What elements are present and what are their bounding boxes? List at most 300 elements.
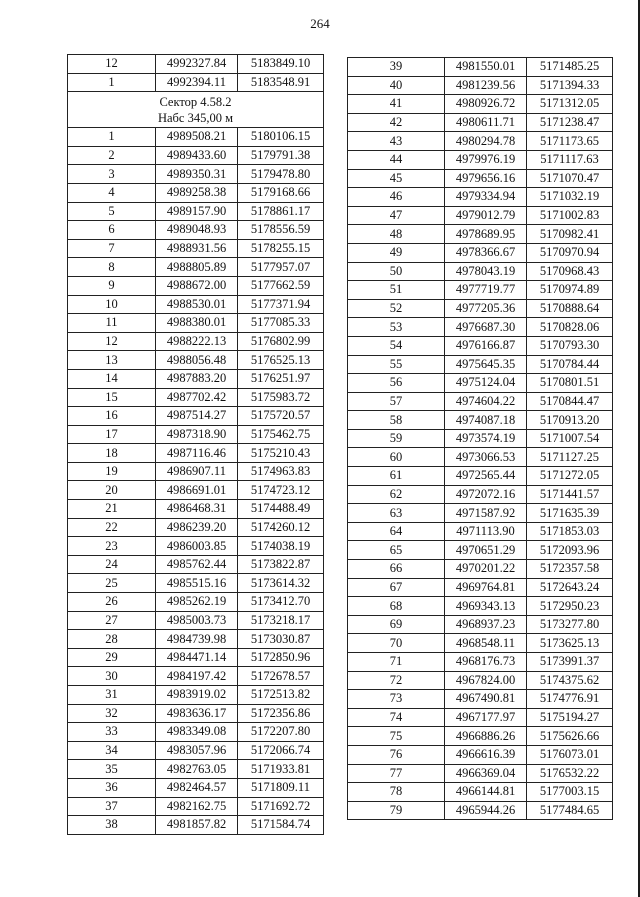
point-number-cell: 29 — [68, 648, 156, 667]
point-number-cell: 43 — [348, 132, 445, 151]
table-row — [348, 448, 613, 467]
table-body-left — [68, 55, 324, 835]
y-coordinate-cell: 5171853.03 — [527, 522, 613, 541]
point-number-cell: 64 — [348, 522, 445, 541]
point-number-cell: 49 — [348, 243, 445, 262]
x-coordinate-cell: 4989258.38 — [156, 183, 238, 202]
point-number-cell: 1 — [68, 73, 156, 92]
table-row — [348, 132, 613, 151]
table-row — [348, 615, 613, 634]
table-row — [348, 262, 613, 281]
x-coordinate-cell: 4988931.56 — [156, 239, 238, 258]
point-number-cell: 46 — [348, 188, 445, 207]
x-coordinate-cell: 4969343.13 — [445, 597, 527, 616]
x-coordinate-cell: 4975124.04 — [445, 374, 527, 393]
y-coordinate-cell: 5173614.32 — [238, 574, 324, 593]
x-coordinate-cell: 4967490.81 — [445, 690, 527, 709]
x-coordinate-cell: 4979012.79 — [445, 206, 527, 225]
y-coordinate-cell: 5171441.57 — [527, 485, 613, 504]
table-row — [348, 578, 613, 597]
point-number-cell: 33 — [68, 723, 156, 742]
y-coordinate-cell: 5183548.91 — [238, 73, 324, 92]
y-coordinate-cell: 5172093.96 — [527, 541, 613, 560]
table-row — [68, 73, 324, 92]
table-row — [68, 444, 324, 463]
point-number-cell: 52 — [348, 299, 445, 318]
point-number-cell: 75 — [348, 727, 445, 746]
y-coordinate-cell: 5173218.17 — [238, 611, 324, 630]
y-coordinate-cell: 5171584.74 — [238, 816, 324, 835]
point-number-cell: 6 — [68, 221, 156, 240]
table-row — [348, 95, 613, 114]
point-number-cell: 73 — [348, 690, 445, 709]
y-coordinate-cell: 5170888.64 — [527, 299, 613, 318]
x-coordinate-cell: 4984197.42 — [156, 667, 238, 686]
table-row — [68, 481, 324, 500]
point-number-cell: 18 — [68, 444, 156, 463]
y-coordinate-cell: 5171238.47 — [527, 113, 613, 132]
x-coordinate-cell: 4979334.94 — [445, 188, 527, 207]
point-number-cell: 62 — [348, 485, 445, 504]
x-coordinate-cell: 4984739.98 — [156, 630, 238, 649]
x-coordinate-cell: 4966369.04 — [445, 764, 527, 783]
y-coordinate-cell: 5171635.39 — [527, 504, 613, 523]
table-row — [348, 374, 613, 393]
x-coordinate-cell: 4983349.08 — [156, 723, 238, 742]
x-coordinate-cell: 4982763.05 — [156, 760, 238, 779]
x-coordinate-cell: 4985515.16 — [156, 574, 238, 593]
point-number-cell: 48 — [348, 225, 445, 244]
table-row — [68, 500, 324, 519]
x-coordinate-cell: 4978043.19 — [445, 262, 527, 281]
point-number-cell: 8 — [68, 258, 156, 277]
y-coordinate-cell: 5171809.11 — [238, 778, 324, 797]
x-coordinate-cell: 4989350.31 — [156, 165, 238, 184]
point-number-cell: 71 — [348, 653, 445, 672]
table-row — [68, 537, 324, 556]
y-coordinate-cell: 5171933.81 — [238, 760, 324, 779]
table-row — [348, 188, 613, 207]
table-row — [348, 801, 613, 820]
table-row — [348, 392, 613, 411]
point-number-cell: 63 — [348, 504, 445, 523]
table-row — [348, 541, 613, 560]
table-row — [68, 332, 324, 351]
y-coordinate-cell: 5170793.30 — [527, 336, 613, 355]
point-number-cell: 72 — [348, 671, 445, 690]
table-row — [348, 58, 613, 77]
y-coordinate-cell: 5175626.66 — [527, 727, 613, 746]
point-number-cell: 76 — [348, 745, 445, 764]
table-row — [348, 708, 613, 727]
x-coordinate-cell: 4970651.29 — [445, 541, 527, 560]
y-coordinate-cell: 5171485.25 — [527, 58, 613, 77]
x-coordinate-cell: 4973066.53 — [445, 448, 527, 467]
point-number-cell: 23 — [68, 537, 156, 556]
y-coordinate-cell: 5178556.59 — [238, 221, 324, 240]
point-number-cell: 41 — [348, 95, 445, 114]
y-coordinate-cell: 5178255.15 — [238, 239, 324, 258]
x-coordinate-cell: 4968176.73 — [445, 653, 527, 672]
y-coordinate-cell: 5174776.91 — [527, 690, 613, 709]
x-coordinate-cell: 4972565.44 — [445, 467, 527, 486]
point-number-cell: 31 — [68, 686, 156, 705]
y-coordinate-cell: 5172643.24 — [527, 578, 613, 597]
table-row — [348, 634, 613, 653]
x-coordinate-cell: 4969764.81 — [445, 578, 527, 597]
y-coordinate-cell: 5172357.58 — [527, 560, 613, 579]
y-coordinate-cell: 5177662.59 — [238, 276, 324, 295]
x-coordinate-cell: 4967177.97 — [445, 708, 527, 727]
point-number-cell: 44 — [348, 150, 445, 169]
table-row — [68, 648, 324, 667]
point-number-cell: 3 — [68, 165, 156, 184]
x-coordinate-cell: 4987318.90 — [156, 425, 238, 444]
y-coordinate-cell: 5170982.41 — [527, 225, 613, 244]
table-row — [68, 518, 324, 537]
table-row — [68, 407, 324, 426]
point-number-cell: 10 — [68, 295, 156, 314]
table-row — [68, 202, 324, 221]
table-row — [348, 429, 613, 448]
y-coordinate-cell: 5173991.37 — [527, 653, 613, 672]
y-coordinate-cell: 5177003.15 — [527, 783, 613, 802]
point-number-cell: 1 — [68, 128, 156, 147]
y-coordinate-cell: 5175462.75 — [238, 425, 324, 444]
y-coordinate-cell: 5171032.19 — [527, 188, 613, 207]
point-number-cell: 12 — [68, 332, 156, 351]
point-number-cell: 26 — [68, 593, 156, 612]
point-number-cell: 37 — [68, 797, 156, 816]
point-number-cell: 51 — [348, 281, 445, 300]
table-row — [68, 165, 324, 184]
x-coordinate-cell: 4989508.21 — [156, 128, 238, 147]
y-coordinate-cell: 5175210.43 — [238, 444, 324, 463]
y-coordinate-cell: 5174723.12 — [238, 481, 324, 500]
coordinates-table-left — [67, 54, 324, 835]
x-coordinate-cell: 4974604.22 — [445, 392, 527, 411]
point-number-cell: 47 — [348, 206, 445, 225]
table-row — [68, 369, 324, 388]
table-row — [68, 276, 324, 295]
y-coordinate-cell: 5171117.63 — [527, 150, 613, 169]
point-number-cell: 45 — [348, 169, 445, 188]
point-number-cell: 78 — [348, 783, 445, 802]
y-coordinate-cell: 5170970.94 — [527, 243, 613, 262]
table-row — [68, 704, 324, 723]
point-number-cell: 59 — [348, 429, 445, 448]
section-header-row — [68, 92, 324, 128]
table-row — [68, 574, 324, 593]
x-coordinate-cell: 4965944.26 — [445, 801, 527, 820]
y-coordinate-cell: 5177371.94 — [238, 295, 324, 314]
table-row — [68, 723, 324, 742]
x-coordinate-cell: 4976687.30 — [445, 318, 527, 337]
y-coordinate-cell: 5179791.38 — [238, 146, 324, 165]
point-number-cell: 16 — [68, 407, 156, 426]
x-coordinate-cell: 4972072.16 — [445, 485, 527, 504]
x-coordinate-cell: 4989048.93 — [156, 221, 238, 240]
table-row — [68, 425, 324, 444]
y-coordinate-cell: 5176802.99 — [238, 332, 324, 351]
y-coordinate-cell: 5175983.72 — [238, 388, 324, 407]
x-coordinate-cell: 4986239.20 — [156, 518, 238, 537]
x-coordinate-cell: 4970201.22 — [445, 560, 527, 579]
table-row — [348, 764, 613, 783]
page-number: 264 — [310, 16, 330, 31]
point-number-cell: 58 — [348, 411, 445, 430]
x-coordinate-cell: 4982464.57 — [156, 778, 238, 797]
y-coordinate-cell: 5174488.49 — [238, 500, 324, 519]
point-number-cell: 65 — [348, 541, 445, 560]
table-row — [348, 597, 613, 616]
x-coordinate-cell: 4985003.73 — [156, 611, 238, 630]
y-coordinate-cell: 5177484.65 — [527, 801, 613, 820]
y-coordinate-cell: 5170844.47 — [527, 392, 613, 411]
point-number-cell: 17 — [68, 425, 156, 444]
y-coordinate-cell: 5180106.15 — [238, 128, 324, 147]
point-number-cell: 38 — [68, 816, 156, 835]
y-coordinate-cell: 5172850.96 — [238, 648, 324, 667]
y-coordinate-cell: 5170801.51 — [527, 374, 613, 393]
x-coordinate-cell: 4978689.95 — [445, 225, 527, 244]
table-row — [68, 351, 324, 370]
table-row — [348, 504, 613, 523]
x-coordinate-cell: 4968937.23 — [445, 615, 527, 634]
point-number-cell: 4 — [68, 183, 156, 202]
y-coordinate-cell: 5176073.01 — [527, 745, 613, 764]
x-coordinate-cell: 4987514.27 — [156, 407, 238, 426]
point-number-cell: 66 — [348, 560, 445, 579]
point-number-cell: 67 — [348, 578, 445, 597]
table-row — [68, 462, 324, 481]
x-coordinate-cell: 4981857.82 — [156, 816, 238, 835]
x-coordinate-cell: 4980611.71 — [445, 113, 527, 132]
point-number-cell: 54 — [348, 336, 445, 355]
point-number-cell: 50 — [348, 262, 445, 281]
table-row — [348, 745, 613, 764]
x-coordinate-cell: 4967824.00 — [445, 671, 527, 690]
table-row — [348, 653, 613, 672]
table-row — [348, 727, 613, 746]
y-coordinate-cell: 5174038.19 — [238, 537, 324, 556]
y-coordinate-cell: 5172207.80 — [238, 723, 324, 742]
y-coordinate-cell: 5172066.74 — [238, 741, 324, 760]
point-number-cell: 5 — [68, 202, 156, 221]
table-row — [68, 611, 324, 630]
x-coordinate-cell: 4980294.78 — [445, 132, 527, 151]
point-number-cell: 34 — [68, 741, 156, 760]
x-coordinate-cell: 4980926.72 — [445, 95, 527, 114]
y-coordinate-cell: 5173030.87 — [238, 630, 324, 649]
table-row — [68, 258, 324, 277]
x-coordinate-cell: 4973574.19 — [445, 429, 527, 448]
point-number-cell: 57 — [348, 392, 445, 411]
table-row — [68, 221, 324, 240]
point-number-cell: 74 — [348, 708, 445, 727]
y-coordinate-cell: 5172950.23 — [527, 597, 613, 616]
y-coordinate-cell: 5170974.89 — [527, 281, 613, 300]
point-number-cell: 11 — [68, 314, 156, 333]
table-row — [348, 355, 613, 374]
table-row — [348, 411, 613, 430]
table-row — [348, 522, 613, 541]
table-row — [68, 797, 324, 816]
y-coordinate-cell: 5173277.80 — [527, 615, 613, 634]
table-row — [68, 555, 324, 574]
y-coordinate-cell: 5177957.07 — [238, 258, 324, 277]
point-number-cell: 25 — [68, 574, 156, 593]
x-coordinate-cell: 4983057.96 — [156, 741, 238, 760]
point-number-cell: 2 — [68, 146, 156, 165]
y-coordinate-cell: 5176525.13 — [238, 351, 324, 370]
y-coordinate-cell: 5171070.47 — [527, 169, 613, 188]
x-coordinate-cell: 4979976.19 — [445, 150, 527, 169]
table-row — [68, 816, 324, 835]
y-coordinate-cell: 5170913.20 — [527, 411, 613, 430]
y-coordinate-cell: 5178861.17 — [238, 202, 324, 221]
x-coordinate-cell: 4988805.89 — [156, 258, 238, 277]
table-row — [348, 225, 613, 244]
y-coordinate-cell: 5179478.80 — [238, 165, 324, 184]
point-number-cell: 14 — [68, 369, 156, 388]
y-coordinate-cell: 5183849.10 — [238, 55, 324, 74]
x-coordinate-cell: 4992394.11 — [156, 73, 238, 92]
table-row — [348, 671, 613, 690]
table-row — [68, 760, 324, 779]
y-coordinate-cell: 5171002.83 — [527, 206, 613, 225]
table-row — [68, 128, 324, 147]
y-coordinate-cell: 5171272.05 — [527, 467, 613, 486]
y-coordinate-cell: 5171394.33 — [527, 76, 613, 95]
y-coordinate-cell: 5176251.97 — [238, 369, 324, 388]
y-coordinate-cell: 5172513.82 — [238, 686, 324, 705]
x-coordinate-cell: 4988530.01 — [156, 295, 238, 314]
point-number-cell: 24 — [68, 555, 156, 574]
point-number-cell: 53 — [348, 318, 445, 337]
y-coordinate-cell: 5176532.22 — [527, 764, 613, 783]
point-number-cell: 12 — [68, 55, 156, 74]
point-number-cell: 36 — [68, 778, 156, 797]
x-coordinate-cell: 4989157.90 — [156, 202, 238, 221]
point-number-cell: 30 — [68, 667, 156, 686]
y-coordinate-cell: 5174963.83 — [238, 462, 324, 481]
x-coordinate-cell: 4971113.90 — [445, 522, 527, 541]
table-row — [68, 295, 324, 314]
y-coordinate-cell: 5170828.06 — [527, 318, 613, 337]
table-row — [348, 485, 613, 504]
y-coordinate-cell: 5171173.65 — [527, 132, 613, 151]
table-row — [68, 55, 324, 74]
table-row — [348, 113, 613, 132]
table-row — [348, 560, 613, 579]
y-coordinate-cell: 5171007.54 — [527, 429, 613, 448]
table-row — [68, 183, 324, 202]
x-coordinate-cell: 4987116.46 — [156, 444, 238, 463]
point-number-cell: 21 — [68, 500, 156, 519]
point-number-cell: 40 — [348, 76, 445, 95]
table-row — [348, 318, 613, 337]
y-coordinate-cell: 5179168.66 — [238, 183, 324, 202]
y-coordinate-cell: 5175720.57 — [238, 407, 324, 426]
section-height: Набс 345,00 м — [157, 110, 234, 125]
table-row — [348, 169, 613, 188]
table-row — [348, 76, 613, 95]
table-row — [348, 206, 613, 225]
point-number-cell: 70 — [348, 634, 445, 653]
x-coordinate-cell: 4983636.17 — [156, 704, 238, 723]
point-number-cell: 55 — [348, 355, 445, 374]
point-number-cell: 9 — [68, 276, 156, 295]
point-number-cell: 27 — [68, 611, 156, 630]
x-coordinate-cell: 4988056.48 — [156, 351, 238, 370]
x-coordinate-cell: 4986691.01 — [156, 481, 238, 500]
x-coordinate-cell: 4975645.35 — [445, 355, 527, 374]
x-coordinate-cell: 4985762.44 — [156, 555, 238, 574]
x-coordinate-cell: 4986003.85 — [156, 537, 238, 556]
y-coordinate-cell: 5174375.62 — [527, 671, 613, 690]
y-coordinate-cell: 5172678.57 — [238, 667, 324, 686]
x-coordinate-cell: 4988672.00 — [156, 276, 238, 295]
table-row — [68, 314, 324, 333]
table-row — [348, 299, 613, 318]
table-row — [68, 667, 324, 686]
x-coordinate-cell: 4986468.31 — [156, 500, 238, 519]
table-row — [68, 686, 324, 705]
x-coordinate-cell: 4986907.11 — [156, 462, 238, 481]
point-number-cell: 60 — [348, 448, 445, 467]
table-row — [68, 630, 324, 649]
point-number-cell: 68 — [348, 597, 445, 616]
x-coordinate-cell: 4987883.20 — [156, 369, 238, 388]
x-coordinate-cell: 4971587.92 — [445, 504, 527, 523]
point-number-cell: 22 — [68, 518, 156, 537]
x-coordinate-cell: 4985262.19 — [156, 593, 238, 612]
point-number-cell: 79 — [348, 801, 445, 820]
x-coordinate-cell: 4989433.60 — [156, 146, 238, 165]
x-coordinate-cell: 4988222.13 — [156, 332, 238, 351]
y-coordinate-cell: 5171692.72 — [238, 797, 324, 816]
x-coordinate-cell: 4966616.39 — [445, 745, 527, 764]
x-coordinate-cell: 4977205.36 — [445, 299, 527, 318]
table-body-right — [348, 58, 613, 820]
x-coordinate-cell: 4981239.56 — [445, 76, 527, 95]
table-row — [348, 690, 613, 709]
y-coordinate-cell: 5177085.33 — [238, 314, 324, 333]
table-row — [348, 336, 613, 355]
y-coordinate-cell: 5170784.44 — [527, 355, 613, 374]
table-row — [68, 741, 324, 760]
x-coordinate-cell: 4987702.42 — [156, 388, 238, 407]
y-coordinate-cell: 5173822.87 — [238, 555, 324, 574]
x-coordinate-cell: 4992327.84 — [156, 55, 238, 74]
table-row — [348, 467, 613, 486]
x-coordinate-cell: 4976166.87 — [445, 336, 527, 355]
point-number-cell: 32 — [68, 704, 156, 723]
section-header-cell — [68, 92, 324, 128]
table-row — [348, 281, 613, 300]
table-row — [348, 243, 613, 262]
point-number-cell: 69 — [348, 615, 445, 634]
x-coordinate-cell: 4966144.81 — [445, 783, 527, 802]
y-coordinate-cell: 5170968.43 — [527, 262, 613, 281]
table-row — [68, 388, 324, 407]
point-number-cell: 13 — [68, 351, 156, 370]
y-coordinate-cell: 5171127.25 — [527, 448, 613, 467]
x-coordinate-cell: 4974087.18 — [445, 411, 527, 430]
x-coordinate-cell: 4978366.67 — [445, 243, 527, 262]
x-coordinate-cell: 4979656.16 — [445, 169, 527, 188]
